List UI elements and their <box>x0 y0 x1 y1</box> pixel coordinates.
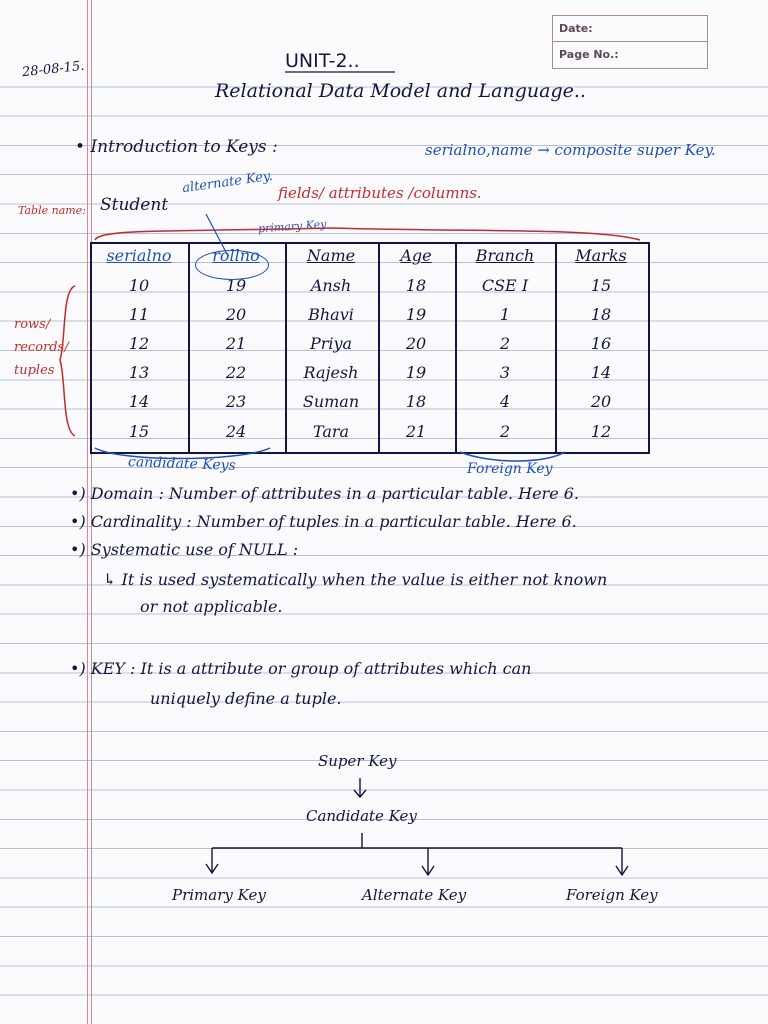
super-key-node: Super Key <box>318 752 397 770</box>
domain-note: •) Domain : Number of attributes in a particular table. Here 6. <box>70 484 580 503</box>
handwritten-date: 28-08-15. <box>21 58 86 81</box>
table-cell: 21 <box>225 334 247 353</box>
arrow-down-icon <box>354 778 366 797</box>
table-cell: 20 <box>225 305 247 324</box>
arrow-down-icon <box>616 848 628 875</box>
foreign-key-annotation: Foreign Key <box>467 461 553 477</box>
table-header-cell: Age <box>400 246 432 265</box>
table-cell: 22 <box>225 363 247 382</box>
candidate-keys-annotation: candidate Keys <box>127 454 237 474</box>
fields-annotation: fields/ attributes /columns. <box>278 184 482 202</box>
table-cell: Tara <box>312 422 350 441</box>
table-cell: 23 <box>225 392 247 411</box>
primary-key-annotation: primary Key <box>257 217 327 236</box>
table-cell: Bhavi <box>308 305 354 324</box>
table-cell: 19 <box>405 363 427 382</box>
table-cell: 12 <box>128 334 150 353</box>
date-label: Date: <box>553 16 707 42</box>
table-cell: 1 <box>499 305 511 324</box>
table-cell: Rajesh <box>303 363 359 382</box>
key-definition-line1: •) KEY : It is a attribute or group of attributes which can <box>70 659 532 678</box>
table-cell: 13 <box>128 363 150 382</box>
table-cell: 19 <box>405 305 427 324</box>
null-explanation-line1: ↳ It is used systematically when the value is either not known <box>103 570 608 589</box>
table-cell: 15 <box>590 276 612 295</box>
section-heading-keys: • Introduction to Keys : <box>75 137 278 157</box>
table-cell: 18 <box>590 305 612 324</box>
table-header-cell: Branch <box>475 246 535 265</box>
alternate-key-annotation: alternate Key. <box>181 168 274 197</box>
page-number-label: Page No.: <box>559 48 619 61</box>
table-cell: 15 <box>128 422 150 441</box>
table-name-label: Table name: <box>18 204 86 217</box>
foreign-key-node: Foreign Key <box>566 886 658 904</box>
table-header-cell: serialno <box>106 246 172 265</box>
table-cell: 14 <box>590 363 612 382</box>
table-cell: 24 <box>225 422 247 441</box>
table-cell: 18 <box>405 392 427 411</box>
table-cell: Ansh <box>310 276 352 295</box>
table-cell: Suman <box>302 392 360 411</box>
alternate-key-arrow <box>206 214 228 256</box>
unit-heading: UNIT-2.. <box>285 50 360 72</box>
key-definition-line2: uniquely define a tuple. <box>150 689 342 708</box>
null-explanation-line2: or not applicable. <box>140 597 283 616</box>
records-label: records/ <box>14 339 69 355</box>
table-cell: 10 <box>128 276 150 295</box>
table-cell: 16 <box>590 334 612 353</box>
table-cell: 19 <box>225 276 247 295</box>
arrow-down-icon <box>422 848 434 875</box>
table-cell: 3 <box>499 363 511 382</box>
table-header-cell: Marks <box>575 246 627 265</box>
rows-brace <box>60 286 75 436</box>
cardinality-note: •) Cardinality : Number of tuples in a particular table. Here 6. <box>70 512 577 531</box>
table-header-cell: rollno <box>212 246 260 265</box>
candidate-key-node: Candidate Key <box>306 807 417 825</box>
page-title: Relational Data Model and Language.. <box>215 80 586 102</box>
table-cell: 20 <box>405 334 427 353</box>
rows-label: rows/ <box>14 317 51 332</box>
null-heading: •) Systematic use of NULL : <box>70 540 299 559</box>
candidate-keys-brace <box>95 448 270 459</box>
table-cell: 18 <box>405 276 427 295</box>
table-cell: 14 <box>128 392 150 411</box>
table-name: Student <box>100 195 169 215</box>
composite-key-note: serialno,name → composite super Key. <box>425 141 716 159</box>
table-cell: 4 <box>499 392 511 411</box>
table-cell: 11 <box>128 305 150 324</box>
tuples-label: tuples <box>14 362 55 378</box>
table-header-cell: Name <box>306 246 356 265</box>
alternate-key-node: Alternate Key <box>362 886 467 904</box>
table-cell: CSE I <box>481 276 529 295</box>
table-cell: 2 <box>499 334 511 353</box>
fields-brace <box>95 228 640 240</box>
table-cell: 2 <box>499 422 511 441</box>
table-cell: 12 <box>590 422 612 441</box>
foreign-key-brace <box>460 452 565 461</box>
table-cell: Priya <box>309 334 353 353</box>
primary-key-node: Primary Key <box>172 886 266 904</box>
table-cell: 21 <box>405 422 427 441</box>
arrow-down-icon <box>206 848 218 873</box>
table-cell: 20 <box>590 392 612 411</box>
